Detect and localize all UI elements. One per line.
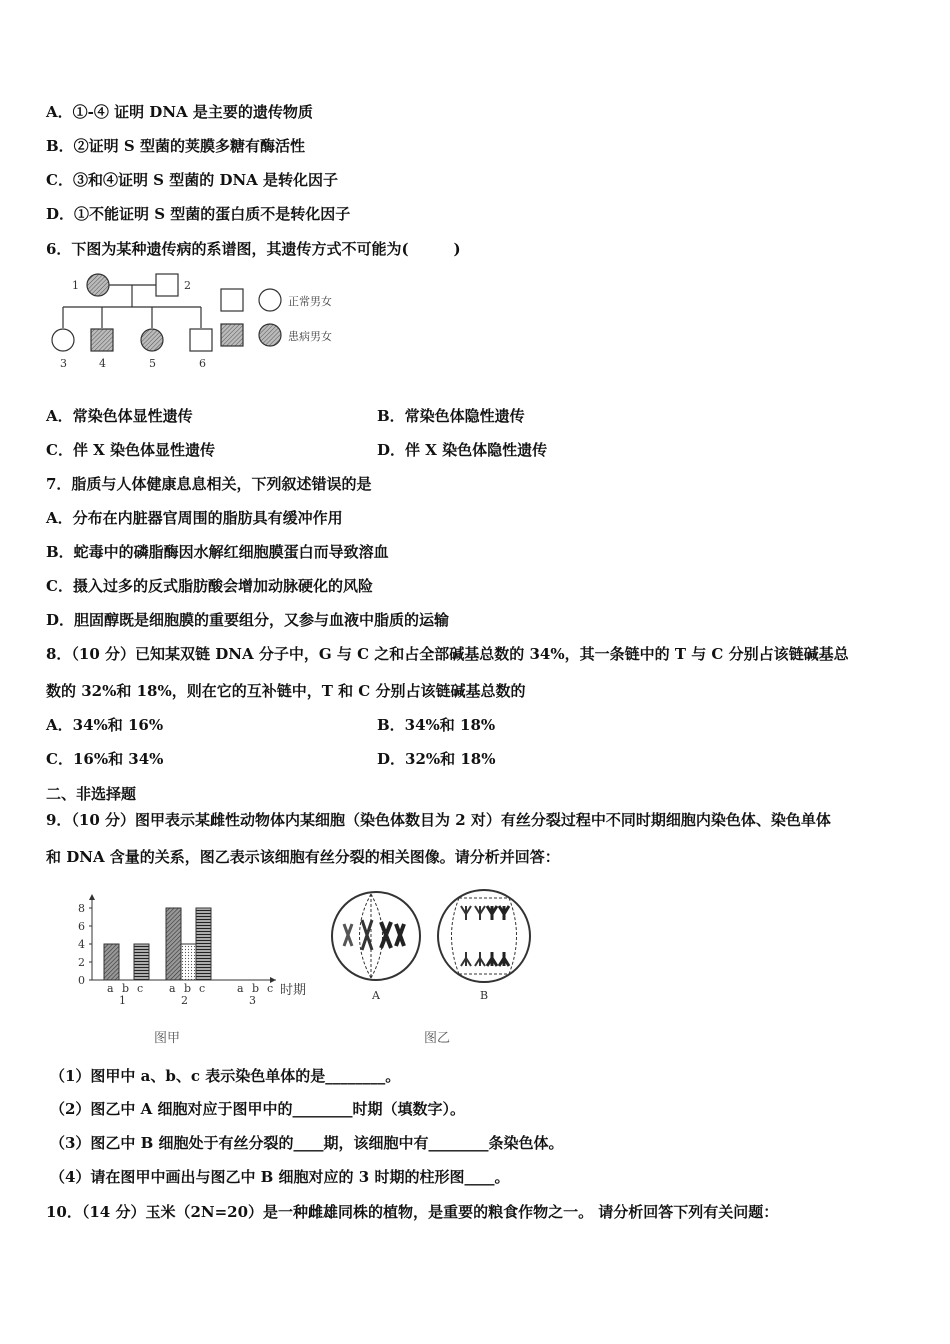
q9-stem-line2: 和 DNA 含量的关系，图乙表示该细胞有丝分裂的相关图像。请分析并回答： — [46, 848, 560, 866]
q8-stem-line2: 数的 32%和 18%，则在它的互补链中，T 和 C 分别占该链碱基总数的 — [46, 682, 526, 700]
category-label: 2 — [181, 994, 188, 1007]
bar-letter-label: b — [184, 982, 192, 995]
legend-normal-female — [259, 289, 281, 311]
q7-option-b: B．蛇毒中的磷脂酶因水解红细胞膜蛋白而导致溶血 — [46, 543, 389, 561]
pedigree-label-1: 1 — [72, 279, 79, 292]
q9-sub1: （1）图甲中 a、b、c 表示染色单体的是________。 — [50, 1067, 401, 1085]
q7-option-a: A．分布在内脏器官周围的脂肪具有缓冲作用 — [46, 509, 343, 527]
pedigree-label-6: 6 — [199, 357, 206, 370]
q5-option-d: D．①不能证明 S 型菌的蛋白质不是转化因子 — [46, 205, 351, 223]
y-tick-label: 2 — [78, 956, 85, 969]
bar-letter-label: a — [107, 982, 114, 995]
x-axis-title: 时期 — [280, 983, 307, 998]
cell-b — [438, 890, 530, 982]
cell-a-label: A — [372, 989, 380, 1002]
q9-stem-line1: 9．（10 分）图甲表示某雌性动物体内某细胞（染色体数目为 2 对）有丝分裂过程中不同时期细胞内染色体、染色单体 — [46, 811, 831, 829]
y-tick-label: 4 — [78, 938, 85, 951]
pedigree-individual-1 — [87, 274, 109, 296]
q7-option-d: D．胆固醇既是细胞膜的重要组分，又参与血液中脂质的运输 — [46, 611, 450, 629]
q6-option-d: D．伴 X 染色体隐性遗传 — [377, 441, 548, 459]
pedigree-figure — [44, 265, 354, 377]
pedigree-individual-6 — [190, 329, 212, 351]
q8-option-a: A．34%和 16% — [46, 716, 164, 734]
pedigree-label-2: 2 — [184, 279, 191, 292]
pedigree-label-4: 4 — [99, 357, 106, 370]
q5-option-a: A．①-④ 证明 DNA 是主要的遗传物质 — [46, 103, 313, 121]
q8-option-c: C．16%和 34% — [46, 750, 164, 768]
bar-letter-label: a — [237, 982, 244, 995]
figure-yi-caption: 图乙 — [424, 1031, 451, 1046]
q9-sub4: （4）请在图甲中画出与图乙中 B 细胞对应的 3 时期的柱形图____。 — [50, 1168, 510, 1186]
category-label: 3 — [249, 994, 256, 1007]
bar-b-period-2 — [181, 944, 196, 980]
bar-letter-label: b — [122, 982, 130, 995]
q7-option-c: C．摄入过多的反式脂肪酸会增加动脉硬化的风险 — [46, 577, 373, 595]
q8-option-b: B．34%和 18% — [377, 716, 496, 734]
legend-affected-label: 患病男女 — [288, 330, 332, 343]
bar-letter-label: c — [267, 982, 274, 995]
legend-normal-label: 正常男女 — [288, 295, 332, 308]
bar-letter-label: b — [252, 982, 260, 995]
q9-sub3: （3）图乙中 B 细胞处于有丝分裂的____期，该细胞中有________条染色体。 — [50, 1134, 564, 1152]
q8-option-d: D．32%和 18% — [377, 750, 496, 768]
q9-sub2: （2）图乙中 A 细胞对应于图甲中的________时期（填数字）。 — [50, 1100, 466, 1118]
q8-stem-line1: 8．（10 分）已知某双链 DNA 分子中，G 与 C 之和占全部碱基总数的 34%，其一条链中的 T 与 C 分别占该链碱基总 — [46, 645, 849, 663]
q6-option-a: A．常染色体显性遗传 — [46, 407, 193, 425]
legend-affected-male — [221, 324, 243, 346]
bar-c-period-2 — [196, 908, 211, 980]
pedigree-individual-5 — [141, 329, 163, 351]
q6-option-b: B．常染色体隐性遗传 — [377, 407, 525, 425]
pedigree-individual-4 — [91, 329, 113, 351]
pedigree-label-5: 5 — [149, 357, 156, 370]
figure-jia-caption: 图甲 — [154, 1031, 181, 1046]
q5-option-c: C．③和④证明 S 型菌的 DNA 是转化因子 — [46, 171, 339, 189]
legend-normal-male — [221, 289, 243, 311]
figure-jia-bar-chart — [58, 888, 320, 1008]
section-heading: 二、非选择题 — [46, 785, 137, 803]
cell-b-label: B — [480, 989, 489, 1002]
bar-a-period-2 — [166, 908, 181, 980]
category-label: 1 — [119, 994, 126, 1007]
legend-affected-female — [259, 324, 281, 346]
pedigree-individual-3 — [52, 329, 74, 351]
bar-c-period-1 — [134, 944, 149, 980]
figure-yi-cells — [326, 884, 538, 1006]
bar-a-period-1 — [104, 944, 119, 980]
q6-stem: 6．下图为某种遗传病的系谱图，其遗传方式不可能为( ) — [46, 240, 461, 258]
bar-letter-label: a — [169, 982, 176, 995]
q10-stem: 10．（14 分）玉米（2N=20）是一种雌雄同株的植物，是重要的粮食作物之一。 请分析回答下列有关问题： — [46, 1203, 779, 1221]
y-tick-label: 6 — [78, 920, 85, 933]
q7-stem: 7．脂质与人体健康息息相关，下列叙述错误的是 — [46, 475, 372, 493]
q6-option-c: C．伴 X 染色体显性遗传 — [46, 441, 216, 459]
y-tick-label: 8 — [78, 902, 85, 915]
pedigree-individual-2 — [156, 274, 178, 296]
y-axis-arrow — [89, 894, 95, 900]
q5-option-b: B．②证明 S 型菌的荚膜多糖有酶活性 — [46, 137, 305, 155]
cell-a — [332, 892, 420, 980]
y-tick-label: 0 — [78, 974, 85, 987]
bar-letter-label: c — [199, 982, 206, 995]
pedigree-label-3: 3 — [60, 357, 67, 370]
bar-letter-label: c — [137, 982, 144, 995]
